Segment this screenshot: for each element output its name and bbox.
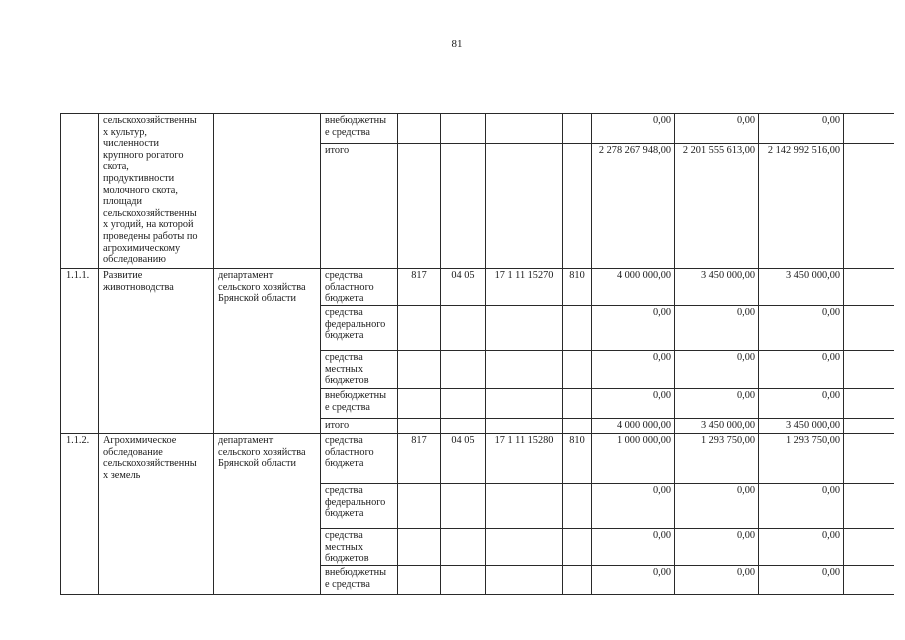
table-row: [61, 269, 894, 306]
empty-cell: [844, 529, 894, 566]
section-code: 04 05: [441, 269, 486, 306]
section-code: [441, 529, 486, 566]
section-code: [441, 114, 486, 144]
expense-type-code: [563, 306, 592, 351]
item-number: [61, 114, 99, 269]
section-code: [441, 484, 486, 529]
target-article-code: [486, 484, 563, 529]
amount-year-2: 2 201 555 613,00: [675, 144, 759, 269]
empty-cell: [844, 434, 894, 484]
empty-cell: [844, 389, 894, 419]
amount-year-2: 0,00: [675, 529, 759, 566]
item-name: Агрохимическое обследование сельскохозяйственны х земель: [99, 434, 214, 595]
funding-source: средства местных бюджетов: [321, 529, 398, 566]
target-article-code: [486, 351, 563, 389]
amount-year-3: 0,00: [759, 484, 844, 529]
item-number: 1.1.1.: [61, 269, 99, 434]
amount-year-1: 0,00: [592, 306, 675, 351]
amount-year-3: 1 293 750,00: [759, 434, 844, 484]
amount-year-2: 0,00: [675, 566, 759, 595]
page-number: 81: [451, 38, 463, 50]
item-name: сельскохозяйственны х культур, численности крупного рогатого скота, продуктивности молочного скота, площади сельскохозяйственны х угодий, на которой проведены работы по агрохимическому обследованию: [99, 114, 214, 269]
section-code: [441, 389, 486, 419]
budget-table: [60, 113, 894, 595]
expense-type-code: [563, 351, 592, 389]
amount-year-2: 3 450 000,00: [675, 269, 759, 306]
item-number: 1.1.2.: [61, 434, 99, 595]
amount-year-1: 1 000 000,00: [592, 434, 675, 484]
section-code: [441, 351, 486, 389]
expense-type-code: 810: [563, 434, 592, 484]
grbs-code: [398, 419, 441, 434]
amount-year-3: 0,00: [759, 389, 844, 419]
amount-year-1: 4 000 000,00: [592, 419, 675, 434]
amount-year-3: 0,00: [759, 566, 844, 595]
amount-year-3: 0,00: [759, 529, 844, 566]
empty-cell: [844, 351, 894, 389]
grbs-code: [398, 566, 441, 595]
amount-year-1: 0,00: [592, 529, 675, 566]
amount-year-3: 3 450 000,00: [759, 419, 844, 434]
funding-source: внебюджетны е средства: [321, 114, 398, 144]
funding-source: средства областного бюджета: [321, 269, 398, 306]
amount-year-3: 0,00: [759, 306, 844, 351]
funding-source: средства областного бюджета: [321, 434, 398, 484]
target-article-code: [486, 389, 563, 419]
funding-source: средства федерального бюджета: [321, 306, 398, 351]
empty-cell: [844, 566, 894, 595]
target-article-code: [486, 144, 563, 269]
expense-type-code: [563, 529, 592, 566]
amount-year-1: 0,00: [592, 566, 675, 595]
expense-type-code: [563, 419, 592, 434]
grbs-code: [398, 144, 441, 269]
amount-year-1: 0,00: [592, 389, 675, 419]
target-article-code: 17 1 11 15270: [486, 269, 563, 306]
empty-cell: [844, 306, 894, 351]
table-row: [61, 114, 894, 144]
expense-type-code: [563, 484, 592, 529]
amount-year-1: 0,00: [592, 114, 675, 144]
amount-year-3: 2 142 992 516,00: [759, 144, 844, 269]
amount-year-2: 0,00: [675, 389, 759, 419]
table-row: [61, 434, 894, 484]
grbs-code: [398, 529, 441, 566]
grbs-code: 817: [398, 269, 441, 306]
expense-type-code: [563, 389, 592, 419]
funding-source: итого: [321, 144, 398, 269]
amount-year-1: 0,00: [592, 351, 675, 389]
amount-year-1: 0,00: [592, 484, 675, 529]
section-code: 04 05: [441, 434, 486, 484]
empty-cell: [844, 269, 894, 306]
funding-source: итого: [321, 419, 398, 434]
empty-cell: [844, 144, 894, 269]
target-article-code: 17 1 11 15280: [486, 434, 563, 484]
empty-cell: [844, 114, 894, 144]
grbs-code: [398, 484, 441, 529]
expense-type-code: [563, 566, 592, 595]
empty-cell: [844, 484, 894, 529]
amount-year-2: 0,00: [675, 484, 759, 529]
amount-year-2: 1 293 750,00: [675, 434, 759, 484]
amount-year-1: 4 000 000,00: [592, 269, 675, 306]
item-executor: департамент сельского хозяйства Брянской области: [214, 269, 321, 434]
target-article-code: [486, 529, 563, 566]
target-article-code: [486, 419, 563, 434]
empty-cell: [844, 419, 894, 434]
item-executor: [214, 114, 321, 269]
target-article-code: [486, 566, 563, 595]
funding-source: внебюджетны е средства: [321, 566, 398, 595]
amount-year-3: 0,00: [759, 114, 844, 144]
section-code: [441, 144, 486, 269]
amount-year-2: 0,00: [675, 351, 759, 389]
funding-source: средства федерального бюджета: [321, 484, 398, 529]
section-code: [441, 419, 486, 434]
funding-source: средства местных бюджетов: [321, 351, 398, 389]
grbs-code: [398, 389, 441, 419]
item-executor: департамент сельского хозяйства Брянской области: [214, 434, 321, 595]
grbs-code: 817: [398, 434, 441, 484]
amount-year-3: 0,00: [759, 351, 844, 389]
grbs-code: [398, 114, 441, 144]
amount-year-1: 2 278 267 948,00: [592, 144, 675, 269]
expense-type-code: [563, 114, 592, 144]
funding-source: внебюджетны е средства: [321, 389, 398, 419]
target-article-code: [486, 306, 563, 351]
section-code: [441, 566, 486, 595]
grbs-code: [398, 306, 441, 351]
amount-year-2: 3 450 000,00: [675, 419, 759, 434]
amount-year-3: 3 450 000,00: [759, 269, 844, 306]
expense-type-code: 810: [563, 269, 592, 306]
amount-year-2: 0,00: [675, 306, 759, 351]
section-code: [441, 306, 486, 351]
target-article-code: [486, 114, 563, 144]
expense-type-code: [563, 144, 592, 269]
item-name: Развитие животноводства: [99, 269, 214, 434]
grbs-code: [398, 351, 441, 389]
amount-year-2: 0,00: [675, 114, 759, 144]
